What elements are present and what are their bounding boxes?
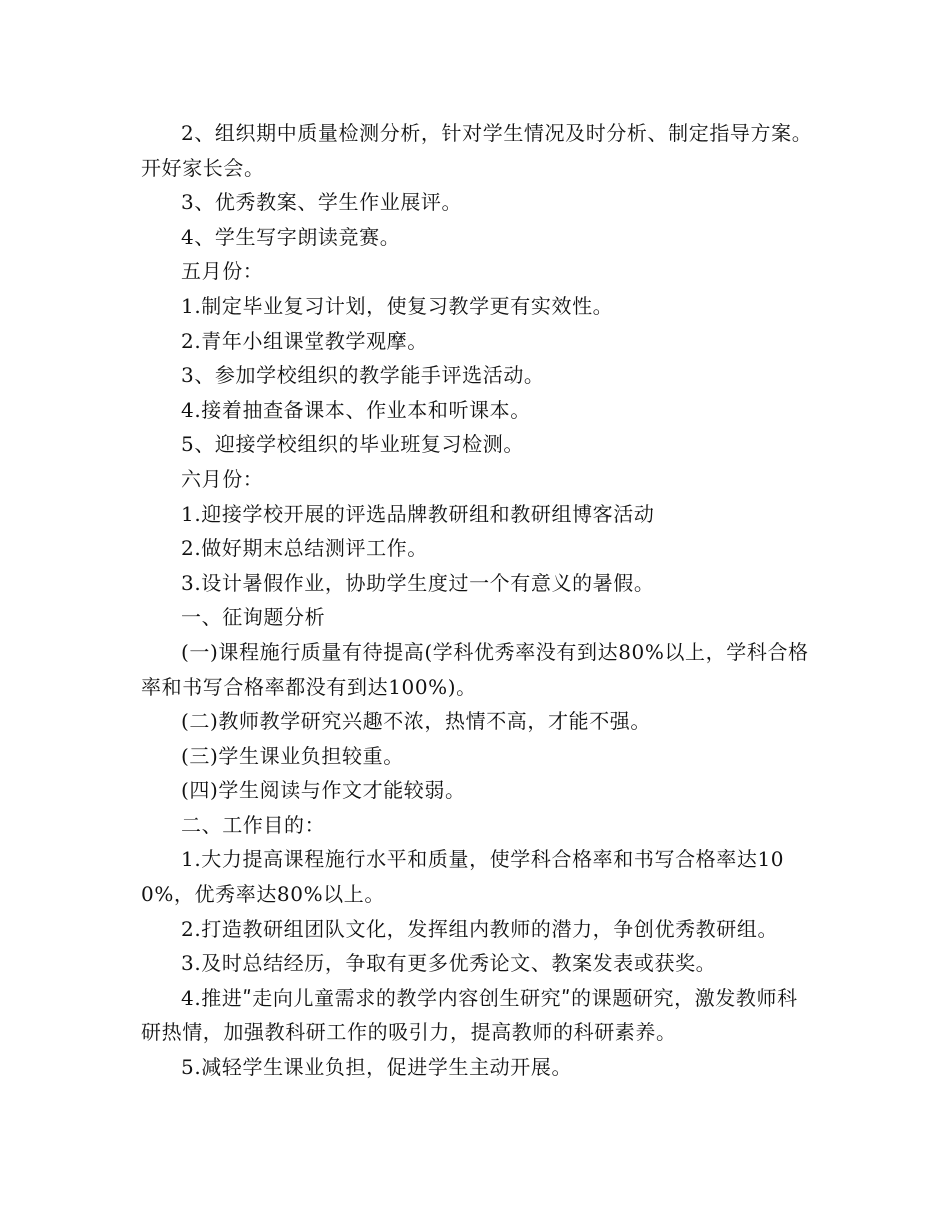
paragraph: 1.迎接学校开展的评选品牌教研组和教研组博客活动 [181,501,655,526]
paragraph: 2.打造教研组团队文化，发挥组内教师的潜力，争创优秀教研组。 [181,916,779,941]
section-heading-problem-analysis: 一、征询题分析 [181,605,326,630]
paragraph: 4、学生写字朗读竞赛。 [181,224,401,249]
paragraph: (二)教师教学研究兴趣不浓，热情不高，才能不强。 [181,709,652,734]
paragraph: (一)课程施行质量有待提高(学科优秀率没有到达80%以上，学科合格率和书写合格率都没有到达100%)。 [141,639,809,699]
paragraph: 4.推进ʺ走向儿童需求的教学内容创生研究ʺ的课题研究，激发教师科研热情，加强教科研工作的吸引力，提高教师的科研素养。 [141,985,798,1045]
paragraph: 2、组织期中质量检测分析，针对学生情况及时分析、制定指导方案。开好家长会。 [141,121,813,180]
document-body [141,116,813,1085]
paragraph: 5.减轻学生课业负担，促进学生主动开展。 [181,1055,573,1080]
section-heading-may: 五月份： [181,259,264,284]
paragraph: 3、优秀教案、学生作业展评。 [181,190,463,215]
paragraph: 3.设计暑假作业，协助学生度过一个有意义的暑假。 [181,570,655,595]
paragraph: 2.做好期末总结测评工作。 [181,536,428,561]
paragraph: 2.青年小组课堂教学观摩。 [181,328,428,353]
paragraph: 5、迎接学校组织的毕业班复习检测。 [181,432,524,457]
paragraph: 1.大力提高课程施行水平和质量，使学科合格率和书写合格率达100%，优秀率达80%以上。 [141,847,785,907]
paragraph: 1.制定毕业复习计划，使复习教学更有实效性。 [181,293,614,318]
paragraph: 4.接着抽查备课本、作业本和听课本。 [181,397,531,422]
paragraph: 3、参加学校组织的教学能手评选活动。 [181,363,545,388]
section-heading-june: 六月份： [181,466,264,491]
paragraph: 3.及时总结经历，争取有更多优秀论文、教案发表或获奖。 [181,951,717,976]
section-heading-work-goals: 二、工作目的： [181,812,326,837]
paragraph: (三)学生课业负担较重。 [181,743,404,768]
paragraph: (四)学生阅读与作文才能较弱。 [181,778,466,803]
